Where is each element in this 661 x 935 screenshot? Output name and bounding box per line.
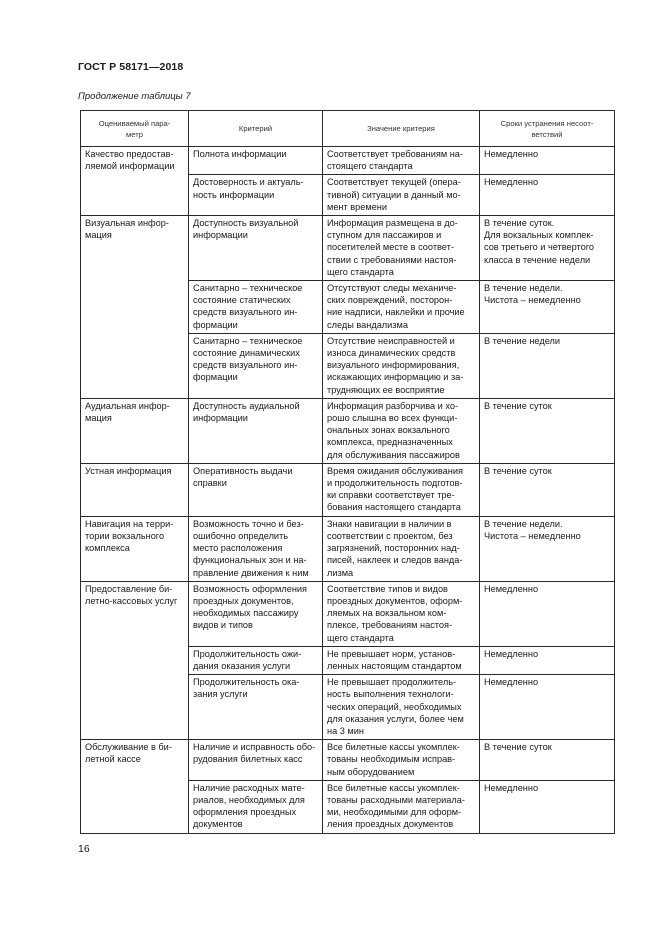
value-cell: Отсутствуют следы механиче- ских повреждений, посторон- ние надписи, наклейки и прочие следы вандализма <box>323 281 480 334</box>
column-header-value: Значение критерия <box>323 111 480 147</box>
standard-designation: ГОСТ Р 58171—2018 <box>78 61 184 73</box>
term-cell: В течение суток. Для вокзальных комплек- сов третьего и четвертого класса в течение недели <box>480 216 615 281</box>
table-row <box>81 463 615 516</box>
param-cell: Навигация на терри- тории вокзального комплекса <box>81 516 189 581</box>
value-cell: Время ожидания обслуживания и продолжительность подготов- ки справки соответствует тре- бования настоящего стандарта <box>323 463 480 516</box>
criterion-cell: Доступность визуальной информации <box>189 216 323 281</box>
param-cell: Предоставление би- летно-кассовых услуг <box>81 581 189 739</box>
column-header-term: Сроки устранения несоот- ветствий <box>480 111 615 147</box>
value-cell: Все билетные кассы укомплек- тованы расходными материала- ми, необходимыми для оформ- ления проездных документов <box>323 780 480 833</box>
term-cell: Немедленно <box>480 675 615 740</box>
table-row <box>81 516 615 581</box>
table-row <box>81 581 615 646</box>
value-cell: Соответствует требованиям на- стоящего стандарта <box>323 147 480 175</box>
value-cell: Знаки навигации в наличии в соответствии с проектом, без загрязнений, посторонних над- писей, наклеек и следов ванда- лизма <box>323 516 480 581</box>
criterion-cell: Наличие расходных мате- риалов, необходимых для оформления проездных документов <box>189 780 323 833</box>
value-cell: Не превышает продолжитель- ность выполнения технологи- ческих операций, необходимых для оказания услуги, более чем на 3 мин <box>323 675 480 740</box>
value-cell: Отсутствие неисправностей и износа динамических средств визуального информирования, искажающих информацию и за- трудняющих ее восприятие <box>323 333 480 398</box>
value-cell: Соответствует текущей (опера- тивной) ситуации в данный мо- мент времени <box>323 175 480 216</box>
value-cell: Не превышает норм, установ- ленных настоящим стандартом <box>323 646 480 674</box>
term-cell: Немедленно <box>480 780 615 833</box>
value-cell: Информация разборчива и хо- рошо слышна во всех функци- ональных зонах вокзального комплекса, предназначенных для обслуживания пассажиров <box>323 398 480 463</box>
term-cell: Немедленно <box>480 646 615 674</box>
criterion-cell: Доступность аудиальной информации <box>189 398 323 463</box>
param-cell: Обслуживание в би- летной кассе <box>81 740 189 833</box>
column-header-parameter: Оцениваемый пара- метр <box>81 111 189 147</box>
term-cell: Немедленно <box>480 147 615 175</box>
param-cell: Аудиальная инфор- мация <box>81 398 189 463</box>
term-cell: Немедленно <box>480 175 615 216</box>
criterion-cell: Возможность оформления проездных документов, необходимых пассажиру видов и типов <box>189 581 323 646</box>
column-header-criterion: Критерий <box>189 111 323 147</box>
term-cell: В течение суток <box>480 740 615 781</box>
value-cell: Соответствие типов и видов проездных документов, оформ- ляемых на вокзальном ком- плексе, требованиям настоя- щего стандарта <box>323 581 480 646</box>
criterion-cell: Санитарно – техническое состояние статических средств визуального ин- формации <box>189 281 323 334</box>
term-cell: В течение недели <box>480 333 615 398</box>
param-cell: Устная информация <box>81 463 189 516</box>
table-row <box>81 147 615 175</box>
table-header-row <box>81 111 615 147</box>
param-cell: Визуальная инфор- мация <box>81 216 189 399</box>
term-cell: В течение недели. Чистота – немедленно <box>480 516 615 581</box>
value-cell: Информация размещена в до- ступном для пассажиров и посетителей месте в соответ- ствии с требованиями настоя- щего стандарта <box>323 216 480 281</box>
criterion-cell: Продолжительность ока- зания услуги <box>189 675 323 740</box>
table-row <box>81 216 615 281</box>
page-number: 16 <box>78 843 90 855</box>
criterion-cell: Санитарно – техническое состояние динамических средств визуального ин- формации <box>189 333 323 398</box>
table-row <box>81 740 615 781</box>
table-row <box>81 398 615 463</box>
criteria-table <box>80 110 615 834</box>
param-cell: Качество предостав- ляемой информации <box>81 147 189 216</box>
term-cell: В течение суток <box>480 463 615 516</box>
criterion-cell: Продолжительность ожи- дания оказания услуги <box>189 646 323 674</box>
term-cell: Немедленно <box>480 581 615 646</box>
value-cell: Все билетные кассы укомплек- тованы необходимым исправ- ным оборудованием <box>323 740 480 781</box>
criterion-cell: Полнота информации <box>189 147 323 175</box>
table-continuation-caption: Продолжение таблицы 7 <box>78 91 191 102</box>
criterion-cell: Возможность точно и без- ошибочно определить место расположения функциональных зон и на- правление движения к ним <box>189 516 323 581</box>
criterion-cell: Оперативность выдачи справки <box>189 463 323 516</box>
criterion-cell: Достоверность и актуаль- ность информации <box>189 175 323 216</box>
term-cell: В течение недели. Чистота – немедленно <box>480 281 615 334</box>
criterion-cell: Наличие и исправность обо- рудования билетных касс <box>189 740 323 781</box>
term-cell: В течение суток <box>480 398 615 463</box>
